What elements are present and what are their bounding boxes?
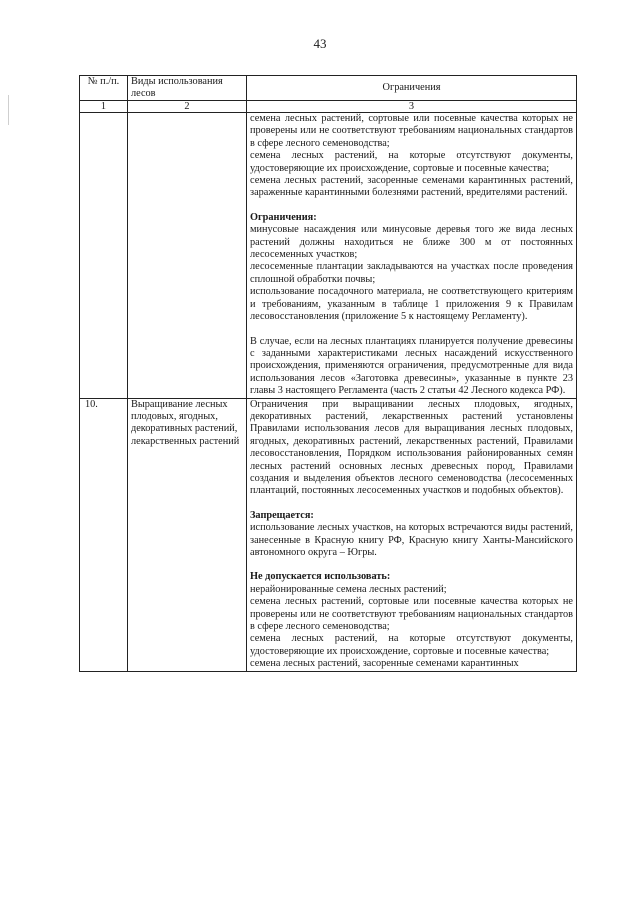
row-10-usage-type: Выращивание лесных плодовых, ягодных, декоративных растений, лекарственных растений (128, 398, 247, 671)
prohibited-heading: Запрещается: (250, 509, 314, 521)
row-cont-number (80, 113, 128, 399)
plantation-closing-text: В случае, если на лесных плантациях планируется получение древесины с заданными характеристиками лесных насаждений искусственного происхождения, применяются ограничения, предусмотренные для вида использования лесов «Заготовка древесины», указанные в пункте 23 главы 3 настоящего Регламента (часть 2 статьи 42 Лесного кодекса РФ). (250, 335, 573, 397)
prohibited-text: использование лесных участков, на которых встречаются виды растений, занесенные в Красную книгу РФ, Красную книгу Ханты-Мансийского автономного округа – Югры. (250, 522, 573, 558)
seed-restriction-3: семена лесных растений, засоренные семенами карантинных растений, зараженные карантинными болезнями растений, вредителями растений. (250, 175, 573, 199)
not-allowed-item-2: семена лесных растений, сортовые или посевные качества которых не проверены или не соответствуют требованиям национальных стандартов в сфере лесного семеноводства; (250, 596, 573, 633)
restriction-item-1: минусовые насаждения или минусовые деревья того же вида лесных растений должны находиться не ближе 300 м от постоянных лесосеменных участков; (250, 224, 573, 261)
header-usage-type: Виды использования лесов (128, 76, 247, 101)
column-number-1: 1 (80, 101, 128, 113)
regulations-table (79, 75, 577, 672)
page-number: 43 (313, 36, 327, 51)
column-number-row (80, 101, 577, 113)
restriction-item-2: лесосеменные плантации закладываются на участках после проведения сплошной обработки почвы; (250, 261, 573, 285)
column-number-2: 2 (128, 101, 247, 113)
table-row-continuation (80, 113, 577, 399)
seed-restriction-1: семена лесных растений, сортовые или посевные качества которых не проверены или не соответствуют требованиям национальных стандартов в сфере лесного семеноводства; (250, 113, 573, 149)
row-cont-usage (128, 113, 247, 399)
header-restrictions: Ограничения (247, 76, 577, 101)
not-allowed-item-1: нерайонированные семена лесных растений; (250, 583, 447, 595)
header-number: № п./п. (80, 76, 128, 101)
not-allowed-item-4: семена лесных растений, засоренные семенами карантинных (250, 658, 519, 670)
restrictions-heading: Ограничения: (250, 211, 317, 223)
row-10-restrictions (247, 398, 577, 671)
row-10-intro: Ограничения при выращивании лесных плодовых, ягодных, декоративных растений, лекарственных растений установлены Правилами использования лесов для выращивания лесных плодовых, ягодных, декоративных растений, лекарственных растений, Правилами лесовосстановления, Порядком использования районированных семян лесных растений основных лесных древесных пород, Правилами создания и выделения объектов лесного семеноводства (лесосеменных плантаций, постоянных лесосеменных участков и подобных объектов). (250, 398, 573, 497)
column-number-3: 3 (247, 101, 577, 113)
row-cont-restrictions (247, 113, 577, 399)
restriction-item-3: использование посадочного материала, не соответствующего критериям и требованиям, указанным в таблице 1 приложения 9 к Правилам лесовосстановления (приложение 5 к настоящему Регламенту). (250, 286, 573, 323)
table-row-10 (80, 398, 577, 671)
row-10-number: 10. (80, 398, 128, 671)
scan-margin-mark (8, 95, 9, 125)
not-allowed-item-3: семена лесных растений, на которые отсутствуют документы, удостоверяющие их происхождение, сортовые и посевные качества; (250, 633, 573, 657)
not-allowed-heading: Не допускается использовать: (250, 571, 391, 583)
seed-restriction-2: семена лесных растений, на которые отсутствуют документы, удостоверяющие их происхождение, сортовые и посевные качества; (250, 150, 573, 174)
table-header-row (80, 76, 577, 101)
